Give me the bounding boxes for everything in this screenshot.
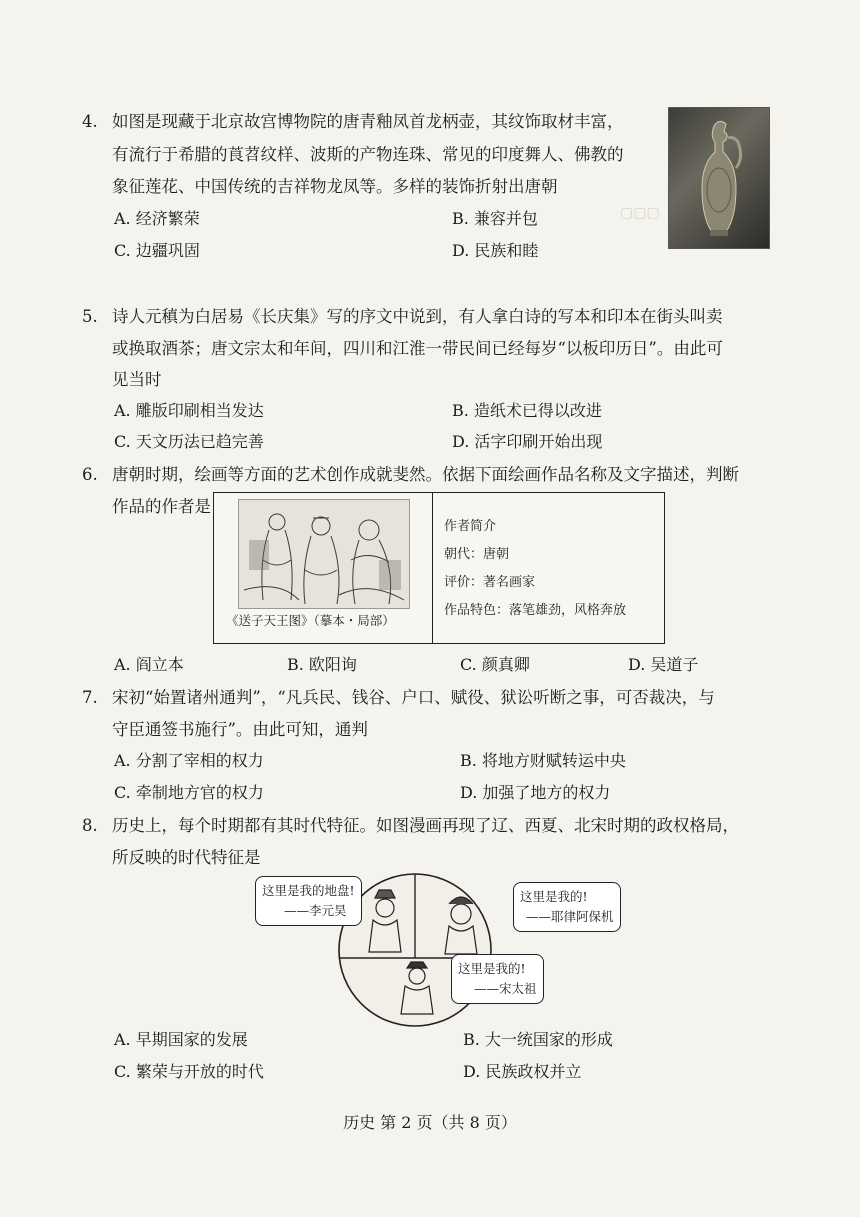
q4-option-d[interactable]: D. 民族和睦 bbox=[452, 241, 539, 260]
vase-photo bbox=[668, 107, 770, 249]
q5-option-b[interactable]: B. 造纸术已得以改进 bbox=[452, 401, 602, 420]
q5-option-a[interactable]: A. 雕版印刷相当发达 bbox=[114, 401, 264, 420]
q7-option-c[interactable]: C. 牵制地方官的权力 bbox=[114, 783, 264, 802]
author-intro-heading: 作者简介 bbox=[444, 519, 497, 534]
q8-option-a[interactable]: A. 早期国家的发展 bbox=[114, 1030, 248, 1049]
q6-option-b[interactable]: B. 欧阳询 bbox=[287, 655, 357, 674]
q5-line2: 或换取酒茶；唐文宗太和年间，四川和江淮一带民间已经每岁“以板印历日”。由此可 bbox=[112, 339, 723, 358]
painting-caption: 《送子天王图》（摹本・局部） bbox=[226, 613, 395, 628]
speech-bubble-yelu-abaoji: 这里是我的! ——耶律阿保机 bbox=[513, 882, 621, 932]
author-dynasty: 朝代：唐朝 bbox=[444, 547, 510, 562]
q7-line1: 7. 宋初“始置诸州通判”，“凡兵民、钱谷、户口、赋役、狱讼听断之事，可否裁决，与 bbox=[82, 688, 715, 707]
painting-cell bbox=[214, 493, 433, 643]
q5-line1: 5. 诗人元稹为白居易《长庆集》写的序文中说到，有人拿白诗的写本和印本在街头叫卖 bbox=[82, 307, 723, 326]
q7-number: 7. bbox=[82, 688, 98, 707]
q6-option-d[interactable]: D. 吴道子 bbox=[628, 655, 699, 674]
q4-line3: 象征莲花、中国传统的吉祥物龙凤等。多样的装饰折射出唐朝 bbox=[112, 177, 558, 196]
bleed-through-text: ▢▢▢ bbox=[620, 205, 660, 221]
political-cartoon bbox=[255, 868, 614, 1028]
q7-option-b[interactable]: B. 将地方财赋转运中央 bbox=[460, 751, 626, 770]
q4-option-b[interactable]: B. 兼容并包 bbox=[452, 209, 538, 228]
q8-option-d[interactable]: D. 民族政权并立 bbox=[463, 1062, 582, 1081]
q8-option-c[interactable]: C. 繁荣与开放的时代 bbox=[114, 1062, 264, 1081]
dragon-handle-ewer-image bbox=[696, 118, 742, 240]
q7-option-a[interactable]: A. 分割了宰相的权力 bbox=[114, 751, 264, 770]
q5-number: 5. bbox=[82, 307, 98, 326]
q8-line2: 所反映的时代特征是 bbox=[112, 848, 261, 867]
q6-option-c[interactable]: C. 颜真卿 bbox=[460, 655, 530, 674]
q8-option-b[interactable]: B. 大一统国家的形成 bbox=[463, 1030, 613, 1049]
q5-line3: 见当时 bbox=[112, 370, 162, 389]
painting-image bbox=[238, 499, 410, 609]
q4-option-a[interactable]: A. 经济繁荣 bbox=[114, 209, 200, 228]
author-evaluation: 评价：著名画家 bbox=[444, 575, 536, 590]
q6-line2: 作品的作者是 bbox=[112, 497, 211, 516]
q6-number: 6. bbox=[82, 465, 98, 484]
author-style: 作品特色：落笔雄劲，风格奔放 bbox=[444, 603, 627, 618]
q4-option-c[interactable]: C. 边疆巩固 bbox=[114, 241, 200, 260]
painting-info-panel bbox=[213, 492, 665, 644]
speech-bubble-li-yuanhao: 这里是我的地盘! ——李元昊 bbox=[255, 876, 362, 926]
q4-line2: 有流行于希腊的莨苕纹样、波斯的产物连珠、常见的印度舞人、佛教的 bbox=[112, 145, 624, 164]
q8-line1: 8. 历史上，每个时期都有其时代特征。如图漫画再现了辽、西夏、北宋时期的政权格局， bbox=[82, 816, 739, 835]
speech-bubble-song-taizu: 这里是我的! ——宋太祖 bbox=[451, 954, 544, 1004]
q7-line2: 守臣通签书施行”。由此可知，通判 bbox=[112, 720, 368, 739]
q5-option-d[interactable]: D. 活字印刷开始出现 bbox=[452, 432, 603, 451]
q6-option-a[interactable]: A. 阎立本 bbox=[114, 655, 184, 674]
page-footer: 历史 第 2 页（共 8 页） bbox=[343, 1113, 517, 1132]
q8-number: 8. bbox=[82, 816, 98, 835]
q4-number: 4. bbox=[82, 112, 98, 131]
q6-line1: 6. 唐朝时期，绘画等方面的艺术创作成就斐然。依据下面绘画作品名称及文字描述，判断 bbox=[82, 465, 739, 484]
q4-line1: 4. 如图是现藏于北京故宫博物院的唐青釉凤首龙柄壶，其纹饰取材丰富， bbox=[82, 112, 624, 131]
q5-option-c[interactable]: C. 天文历法已趋完善 bbox=[114, 432, 264, 451]
q7-option-d[interactable]: D. 加强了地方的权力 bbox=[460, 783, 611, 802]
